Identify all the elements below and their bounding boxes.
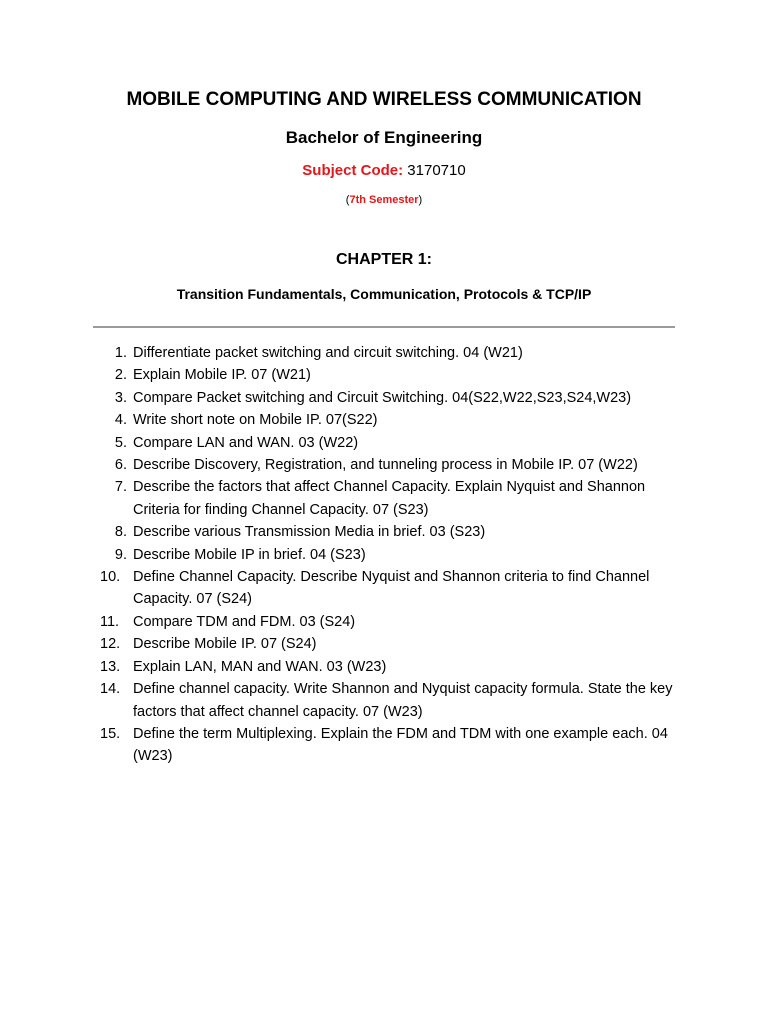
question-number: 13. bbox=[100, 658, 121, 675]
semester-text: 7th Semester bbox=[349, 194, 419, 206]
degree-subtitle: Bachelor of Engineering bbox=[285, 128, 483, 147]
question-item bbox=[100, 454, 675, 476]
subject-code-label: Subject Code: bbox=[302, 162, 404, 179]
question-item bbox=[100, 656, 675, 678]
document-title: MOBILE COMPUTING AND WIRELESS COMMUNICATION bbox=[126, 89, 642, 110]
question-text: Compare TDM and FDM. 03 (S24) bbox=[133, 613, 356, 630]
question-text: Describe Discovery, Registration, and tunneling process in Mobile IP. 07 (W22) bbox=[133, 457, 638, 474]
chapter-subtitle: Transition Fundamentals, Communication, Protocols & TCP/IP bbox=[176, 286, 592, 302]
question-text: Describe various Transmission Media in brief. 03 (S23) bbox=[133, 524, 486, 541]
question-item bbox=[100, 566, 675, 611]
question-number: 11. bbox=[100, 613, 120, 630]
question-item bbox=[100, 521, 675, 543]
subject-code-line bbox=[0, 162, 768, 179]
question-number: 15. bbox=[100, 725, 121, 742]
question-number: 12. bbox=[100, 636, 121, 653]
question-text: Describe the factors that affect Channel Capacity. Explain Nyquist and Shannon Criteria for finding Channel Capacity. 07 (S23) bbox=[133, 479, 646, 518]
semester-open-paren: ( bbox=[345, 194, 350, 206]
question-item bbox=[100, 342, 675, 364]
subject-code-value: 3170710 bbox=[407, 162, 466, 179]
question-text: Compare LAN and WAN. 03 (W22) bbox=[133, 434, 359, 451]
question-number: 10. bbox=[100, 569, 121, 586]
question-text: Define Channel Capacity. Describe Nyquist and Shannon criteria to find Channel Capacity. 07 (S24) bbox=[133, 569, 650, 608]
question-number: 2. bbox=[114, 367, 127, 384]
semester-close-paren: ) bbox=[418, 194, 423, 206]
question-item bbox=[100, 476, 675, 521]
question-item bbox=[100, 723, 675, 768]
question-number: 6. bbox=[114, 457, 127, 474]
semester-line bbox=[0, 194, 768, 206]
question-item bbox=[100, 364, 675, 386]
question-text: Compare Packet switching and Circuit Switching. 04(S22,W22,S23,S24,W23) bbox=[133, 389, 632, 406]
question-number: 3. bbox=[114, 389, 127, 406]
question-text: Define channel capacity. Write Shannon and Nyquist capacity formula. State the key factors that affect channel capacity. 07 (W23) bbox=[133, 681, 673, 720]
question-text: Differentiate packet switching and circuit switching. 04 (W21) bbox=[133, 345, 523, 361]
section-divider bbox=[93, 326, 675, 328]
question-number: 4. bbox=[114, 412, 127, 429]
question-number: 9. bbox=[114, 546, 127, 563]
question-text: Describe Mobile IP. 07 (S24) bbox=[133, 636, 317, 653]
question-number: 7. bbox=[114, 479, 127, 496]
question-item bbox=[100, 387, 675, 409]
question-item bbox=[100, 611, 675, 633]
question-text: Explain Mobile IP. 07 (W21) bbox=[133, 367, 311, 384]
question-text: Explain LAN, MAN and WAN. 03 (W23) bbox=[133, 658, 387, 675]
question-number: 8. bbox=[114, 524, 127, 541]
question-list bbox=[100, 342, 675, 768]
question-text: Define the term Multiplexing. Explain the FDM and TDM with one example each. 04 (W23) bbox=[133, 725, 668, 765]
question-text: Write short note on Mobile IP. 07(S22) bbox=[133, 412, 378, 429]
question-item bbox=[100, 633, 675, 655]
question-number: 14. bbox=[100, 681, 121, 698]
question-item bbox=[100, 432, 675, 454]
question-number: 1. bbox=[114, 345, 127, 361]
question-item bbox=[100, 678, 675, 723]
question-item bbox=[100, 544, 675, 566]
question-item bbox=[100, 409, 675, 431]
question-number: 5. bbox=[114, 434, 127, 451]
chapter-heading: CHAPTER 1: bbox=[335, 251, 432, 268]
question-text: Describe Mobile IP in brief. 04 (S23) bbox=[133, 546, 366, 563]
